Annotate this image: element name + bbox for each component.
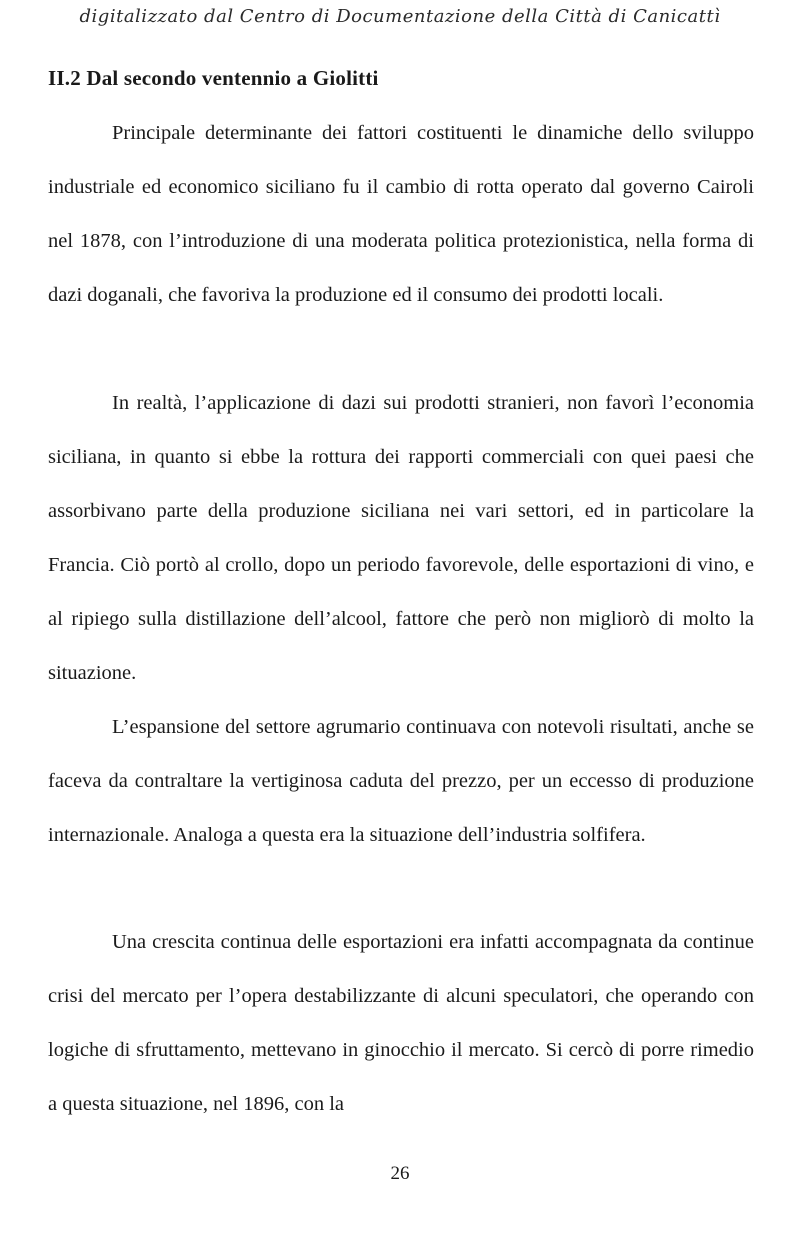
paragraph: L’espansione del settore agrumario continuava con notevoli risultati, anche se faceva da contraltare la vertiginosa caduta del prezzo, per un eccesso di produzione internazionale. Analoga a questa era la situazione dell’industria solfifera. — [48, 716, 754, 846]
page-number: 26 — [390, 1163, 410, 1184]
paragraph: In realtà, l’applicazione di dazi sui prodotti stranieri, non favorì l’economia siciliana, in quanto si ebbe la rottura dei rapporti commerciali con quei paesi che assorbivano parte della produzione siciliana nei vari settori, ed in particolare la Francia. Ciò portò al crollo, dopo un periodo favorevole, delle esportazioni di vino, e al ripiego sulla distillazione dell’alcool, fattore che però non migliorò di molto la situazione. — [48, 392, 754, 684]
paragraph: Una crescita continua delle esportazioni era infatti accompagnata da continue crisi del mercato per l’opera destabilizzante di alcuni speculatori, che operando con logiche di sfruttamento, mettevano in ginocchio il mercato. Si cercò di porre rimedio a questa situazione, nel 1896, con la — [48, 931, 754, 1115]
paragraph: Principale determinante dei fattori costituenti le dinamiche dello sviluppo industriale ed economico siciliano fu il cambio di rotta operato dal governo Cairoli nel 1878, con l’introduzione di una moderata politica protezionistica, nella forma di dazi doganali, che favoriva la produzione ed il consumo dei prodotti locali. — [48, 122, 754, 306]
digitization-watermark: digitalizzato dal Centro di Documentazione della Città di Canicattì — [79, 6, 721, 27]
section-heading: II.2 Dal secondo ventennio a Giolitti — [48, 66, 379, 90]
